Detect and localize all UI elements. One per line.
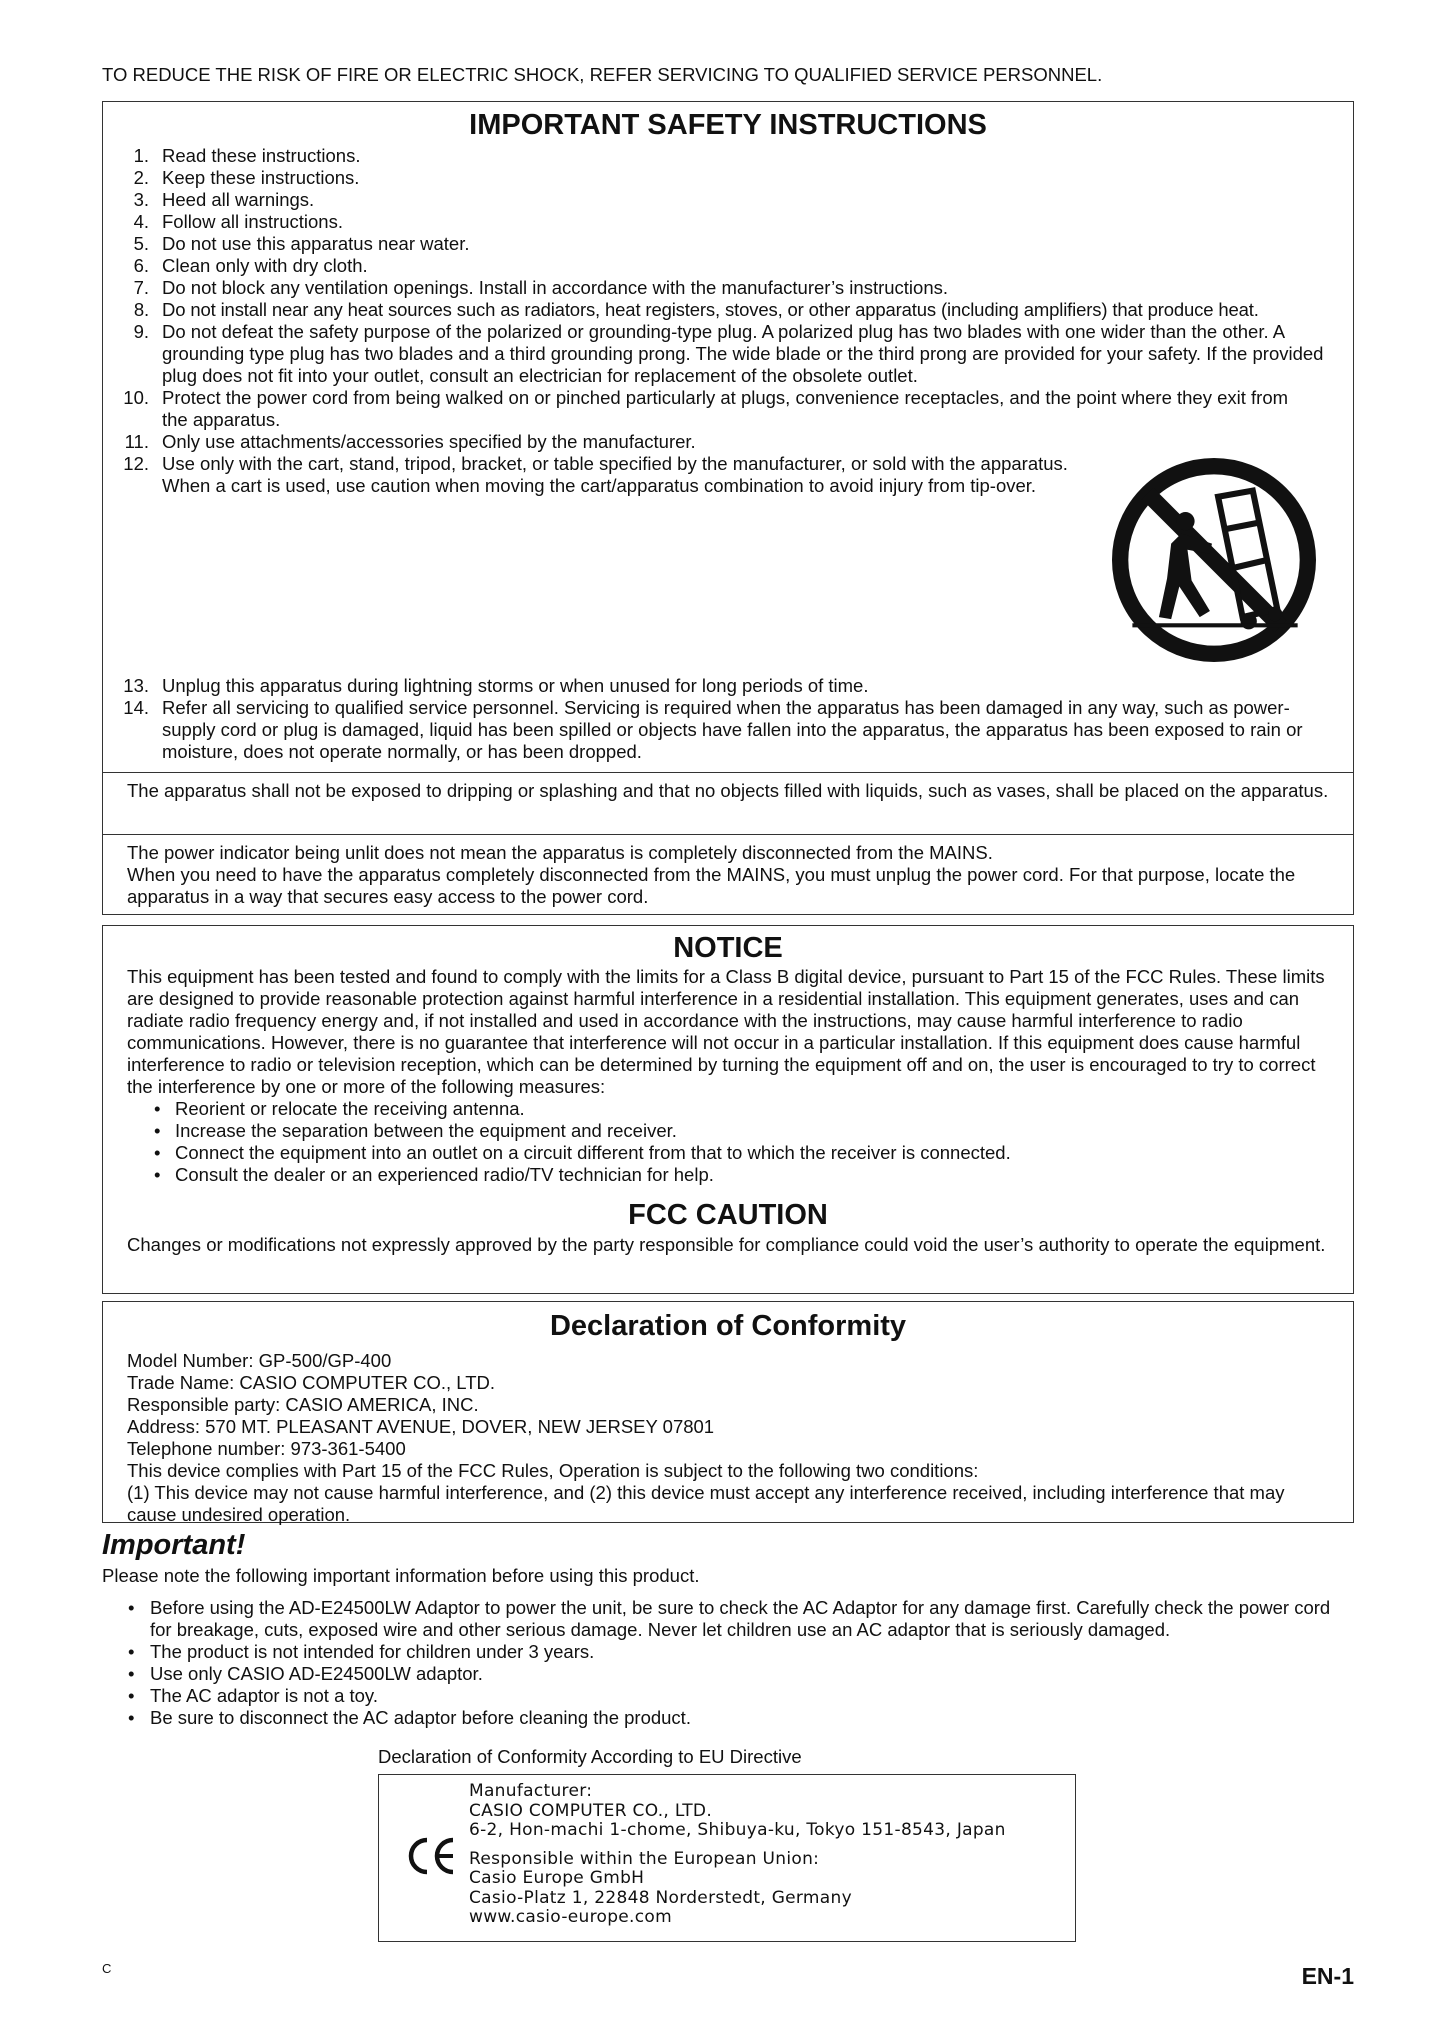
address: Address: 570 MT. PLEASANT AVENUE, DOVER, NEW JERSEY 07801 <box>127 1416 715 1437</box>
important-title: Important! <box>102 1529 246 1561</box>
list-item: 5. Do not use this apparatus near water. <box>133 233 470 254</box>
safety-instructions-box <box>102 101 1354 915</box>
divider <box>103 834 1353 835</box>
list-item: 7. Do not block any ventilation openings. Install in accordance with the manufacturer’s instructions. <box>133 277 948 298</box>
power-note-line-1: The power indicator being unlit does not mean the apparatus is completely disconnected from the MAINS. <box>127 842 993 863</box>
fcc-caution-text: Changes or modifications not expressly approved by the party responsible for compliance could void the user’s authority to operate the equipment. <box>127 1234 1326 1255</box>
manufacturer-label: Manufacturer: <box>469 1781 593 1801</box>
list-item: • Use only CASIO AD-E24500LW adaptor. <box>128 1663 483 1684</box>
eu-website: www.casio-europe.com <box>469 1907 672 1927</box>
list-item: 8. Do not install near any heat sources such as radiators, heat registers, stoves, or other apparatus (including amplifiers) that produce heat. <box>133 299 1259 320</box>
conformity-title: Declaration of Conformity <box>549 1310 907 1342</box>
eu-declaration-box <box>378 1774 1076 1942</box>
important-intro: Please note the following important information before using this product. <box>102 1565 700 1586</box>
list-item: • The product is not intended for children under 3 years. <box>128 1641 595 1662</box>
model-number: Model Number: GP-500/GP-400 <box>127 1350 392 1371</box>
conformity-details <box>103 1350 1353 1526</box>
list-item: 2. Keep these instructions. <box>133 167 360 188</box>
important-bullets <box>102 1597 1362 1729</box>
trade-name: Trade Name: CASIO COMPUTER CO., LTD. <box>127 1372 496 1393</box>
fcc-compliance: This device complies with Part 15 of the FCC Rules, Operation is subject to the following two conditions: <box>127 1460 979 1481</box>
eu-address: Casio-Platz 1, 22848 Norderstedt, Germany <box>469 1887 852 1908</box>
list-item: • Connect the equipment into an outlet on a circuit different from that to which the receiver is connected. <box>154 1142 1011 1163</box>
list-item: 1. Read these instructions. <box>133 145 361 166</box>
eu-responsible-label: Responsible within the European Union: <box>469 1848 820 1869</box>
safety-list-a <box>103 145 1353 497</box>
list-item: 9. Do not defeat the safety purpose of the polarized or grounding-type plug. A polarized plug has two blades with one wider than the other. A grounding type plug has two blades and a third grounding prong. The wide blade or the third prong are provided for your safety. If the provided plug does not fit into your outlet, consult an electrician for replacement of the obsolete outlet. <box>133 321 1324 386</box>
divider <box>103 772 1353 773</box>
conformity-box <box>102 1301 1354 1523</box>
list-item: 13. Unplug this apparatus during lightning storms or when unused for long periods of time. <box>123 675 869 696</box>
list-item: 14. Refer all servicing to qualified service personnel. Servicing is required when the apparatus has been damaged in any way, such as power-supply cord or plug is damaged, liquid has been spilled or objects have fallen into the apparatus, the apparatus has been exposed to rain or moisture, does not operate normally, or has been dropped. <box>123 697 1303 762</box>
responsible-party: Responsible party: CASIO AMERICA, INC. <box>127 1394 479 1415</box>
top-warning: TO REDUCE THE RISK OF FIRE OR ELECTRIC SHOCK, REFER SERVICING TO QUALIFIED SERVICE PERSONNEL. <box>102 64 1103 85</box>
telephone-number: Telephone number: 973-361-5400 <box>127 1438 406 1459</box>
cart-tipover-warning-icon <box>1112 458 1316 662</box>
list-item: 10. Protect the power cord from being walked on or pinched particularly at plugs, convenience receptacles, and the point where they exit from the apparatus. <box>123 387 1289 430</box>
list-item: 3. Heed all warnings. <box>133 189 315 210</box>
eu-company: Casio Europe GmbH <box>469 1868 645 1888</box>
safety-title: IMPORTANT SAFETY INSTRUCTIONS <box>469 109 987 141</box>
manufacturer-address: 6-2, Hon-machi 1-chome, Shibuya-ku, Tokyo 151-8543, Japan <box>469 1820 1006 1840</box>
list-item: 4. Follow all instructions. <box>133 211 343 232</box>
manufacturer-name: CASIO COMPUTER CO., LTD. <box>469 1800 713 1821</box>
list-item: • Before using the AD-E24500LW Adaptor to power the unit, be sure to check the AC Adaptor for any damage first. Carefully check the power cord for breakage, cuts, exposed wire and other serious damage. Never let children use an AC adaptor that is seriously damaged. <box>128 1597 1331 1640</box>
notice-box <box>102 925 1354 1294</box>
eu-heading: Declaration of Conformity According to EU Directive <box>378 1746 802 1767</box>
list-item: 12. Use only with the cart, stand, tripod, bracket, or table specified by the manufacturer, or sold with the apparatus. When a cart is used, use caution when moving the cart/apparatus combination to avoid injury from tip-over. <box>123 453 1068 496</box>
notice-title: NOTICE <box>673 932 783 964</box>
footer-mark: C <box>102 1961 112 1976</box>
power-indicator-note <box>103 842 1353 908</box>
fcc-caution-title: FCC CAUTION <box>628 1199 828 1231</box>
list-item: • Reorient or relocate the receiving antenna. <box>154 1098 525 1119</box>
list-item: 6. Clean only with dry cloth. <box>133 255 368 276</box>
eu-details <box>469 1782 1006 1928</box>
page-number: EN-1 <box>1301 1963 1354 1989</box>
list-item: • Increase the separation between the equipment and receiver. <box>154 1120 677 1141</box>
safety-list-b <box>103 675 1353 763</box>
list-item: • The AC adaptor is not a toy. <box>128 1685 378 1706</box>
power-note-line-2: When you need to have the apparatus completely disconnected from the MAINS, you must unplug the power cord. For that purpose, locate the apparatus in a way that secures easy access to the power cord. <box>127 864 1296 907</box>
list-item: 11. Only use attachments/accessories specified by the manufacturer. <box>124 431 696 452</box>
notice-text: This equipment has been tested and found to comply with the limits for a Class B digital device, pursuant to Part 15 of the FCC Rules. These limits are designed to provide reasonable protection against harmful interference in a residential installation. This equipment generates, uses and can radiate radio frequency energy and, if not installed and used in accordance with the instructions, may cause harmful interference to radio communications. However, there is no guarantee that interference will not occur in a particular installation. If this equipment does cause harmful interference to radio or television reception, which can be determined by turning the equipment off and on, the user is encouraged to try to correct the interference by one or more of the following measures: <box>127 966 1325 1097</box>
list-item: • Consult the dealer or an experienced radio/TV technician for help. <box>154 1164 714 1185</box>
list-item: • Be sure to disconnect the AC adaptor before cleaning the product. <box>128 1707 691 1728</box>
important-section <box>102 1526 1362 1729</box>
fcc-conditions: (1) This device may not cause harmful interference, and (2) this device must accept any interference received, including interference that may cause undesired operation. <box>127 1482 1285 1525</box>
ce-mark-icon <box>403 1835 459 1877</box>
notice-bullets <box>103 1098 1353 1186</box>
dripping-warning: The apparatus shall not be exposed to dripping or splashing and that no objects filled with liquids, such as vases, shall be placed on the apparatus. <box>127 780 1329 801</box>
